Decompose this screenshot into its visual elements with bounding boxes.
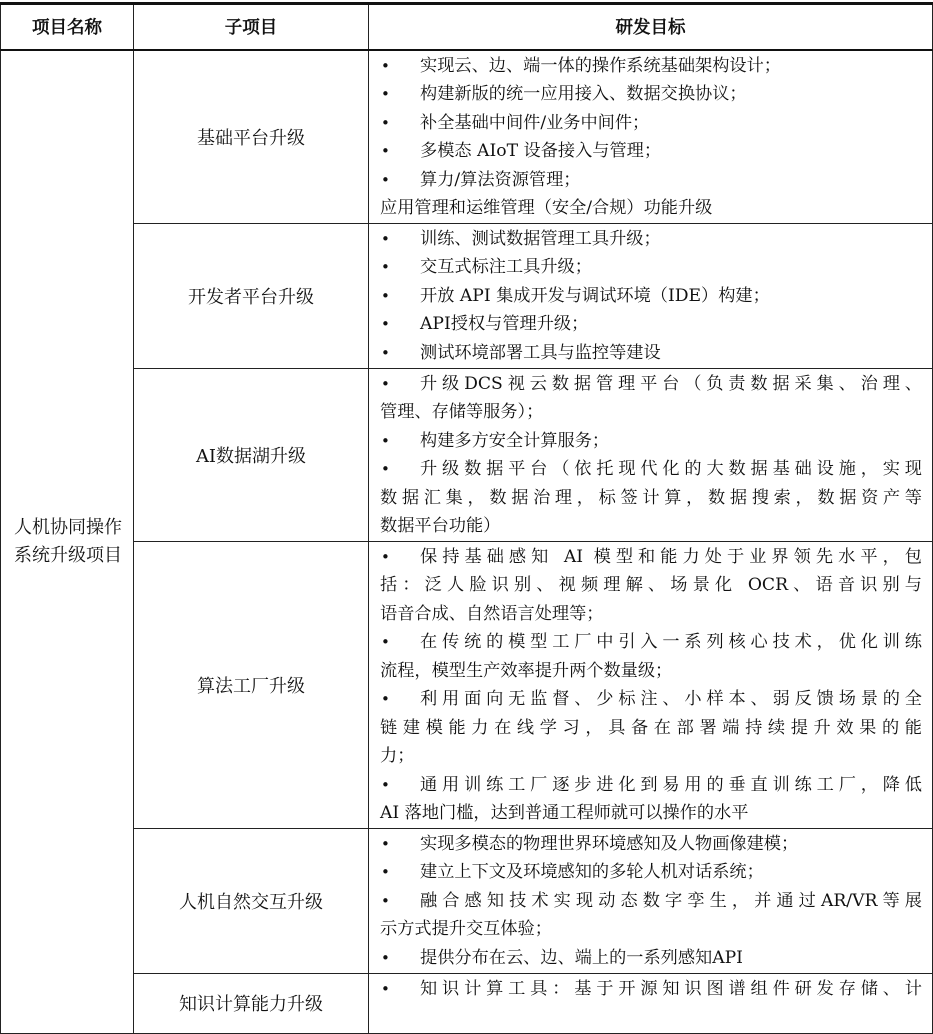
project-name-cell: 人机协同操作系统升级项目 <box>1 50 134 1034</box>
sub-project-cell: 基础平台升级 <box>134 50 369 224</box>
goal-bullet-item: • 在传统的模型工厂中引入一系列核心技术，优化训练 <box>380 628 922 657</box>
goal-cell <box>369 828 933 973</box>
goal-bullet-item: • 构建多方安全计算服务； <box>380 427 922 456</box>
table-row <box>1 50 933 224</box>
goal-bullet-item: • 实现云、边、端一体的操作系统基础架构设计； <box>380 52 922 81</box>
goal-bullet-item: • 提供分布在云、边、端上的一系列感知API <box>380 944 922 973</box>
goal-cell <box>369 223 933 368</box>
goal-text-line: 力； <box>380 746 415 766</box>
sub-project-cell: 人机自然交互升级 <box>134 828 369 973</box>
header-project-name: 项目名称 <box>1 4 134 50</box>
goal-bullet-item: • 知识计算工具：基于开源知识图谱组件研发存储、计 <box>380 975 922 1004</box>
table-row <box>1 541 933 828</box>
goal-text-line: 括：泛人脸识别、视频理解、场景化 OCR、语音识别与 <box>380 575 922 595</box>
goal-text-line: 数据平台功能） <box>380 516 501 536</box>
header-row <box>1 4 933 50</box>
goal-bullet-item: • 升级数据平台（依托现代化的大数据基础设施，实现 <box>380 455 922 484</box>
goal-bullet-item: • 升级DCS视云数据管理平台（负责数据采集、治理、 <box>380 370 922 399</box>
sub-project-cell: 开发者平台升级 <box>134 223 369 368</box>
sub-project-cell: AI数据湖升级 <box>134 368 369 541</box>
goal-bullet-item: • 算力/算法资源管理； <box>380 166 922 195</box>
table-row <box>1 368 933 541</box>
goal-text-line: 数据汇集，数据治理，标签计算，数据搜索，数据资产等 <box>380 487 922 508</box>
table-row <box>1 828 933 973</box>
goal-bullet-item: • 测试环境部署工具与监控等建设 <box>380 339 922 368</box>
goal-bullet-item: • 保持基础感知 AI 模型和能力处于业界领先水平，包 <box>380 543 922 572</box>
goal-cell <box>369 50 933 224</box>
sub-project-cell: 算法工厂升级 <box>134 541 369 828</box>
goal-bullet-item: • 利用面向无监督、少标注、小样本、弱反馈场景的全 <box>380 685 922 714</box>
goal-text-line: 语音合成、自然语言处理等； <box>380 603 604 624</box>
goal-bullet-item: • 建立上下文及环境感知的多轮人机对话系统； <box>380 858 922 887</box>
goal-bullet-item: • 实现多模态的物理世界环境感知及人物画像建模； <box>380 830 922 859</box>
goal-text-line: 管理、存储等服务）； <box>380 402 544 422</box>
goal-bullet-item: • 通用训练工厂逐步进化到易用的垂直训练工厂，降低 <box>380 771 922 800</box>
rd-goals-table <box>0 2 933 1034</box>
goal-cell <box>369 973 933 1033</box>
goal-cell <box>369 541 933 828</box>
goal-text-line: 示方式提升交互体验； <box>380 919 552 939</box>
goal-text-line: 链建模能力在线学习，具备在部署端持续提升效果的能 <box>380 717 922 738</box>
table-row <box>1 973 933 1033</box>
goal-cell <box>369 368 933 541</box>
goal-bullet-item: • 开放 API 集成开发与调试环境（IDE）构建； <box>380 282 922 311</box>
goal-text-line: 流程，模型生产效率提升两个数量级； <box>380 660 673 681</box>
goal-bullet-item: • 多模态 AIoT 设备接入与管理； <box>380 137 922 166</box>
sub-project-cell: 知识计算能力升级 <box>134 973 369 1033</box>
header-sub-project: 子项目 <box>134 4 369 50</box>
goal-bullet-item: • 交互式标注工具升级； <box>380 253 922 282</box>
header-rd-goal: 研发目标 <box>369 4 933 50</box>
goal-text-line: 应用管理和运维管理（安全/合规）功能升级 <box>380 198 713 218</box>
goal-bullet-item: • 补全基础中间件/业务中间件； <box>380 109 922 138</box>
table-row <box>1 223 933 368</box>
goal-bullet-item: • 训练、测试数据管理工具升级； <box>380 225 922 254</box>
goal-text-line: AI 落地门槛，达到普通工程师就可以操作的水平 <box>380 803 749 823</box>
goal-bullet-item: • API授权与管理升级； <box>380 310 922 339</box>
goal-bullet-item: • 构建新版的统一应用接入、数据交换协议； <box>380 80 922 109</box>
goal-bullet-item: • 融合感知技术实现动态数字孪生，并通过AR/VR等展 <box>380 887 922 916</box>
